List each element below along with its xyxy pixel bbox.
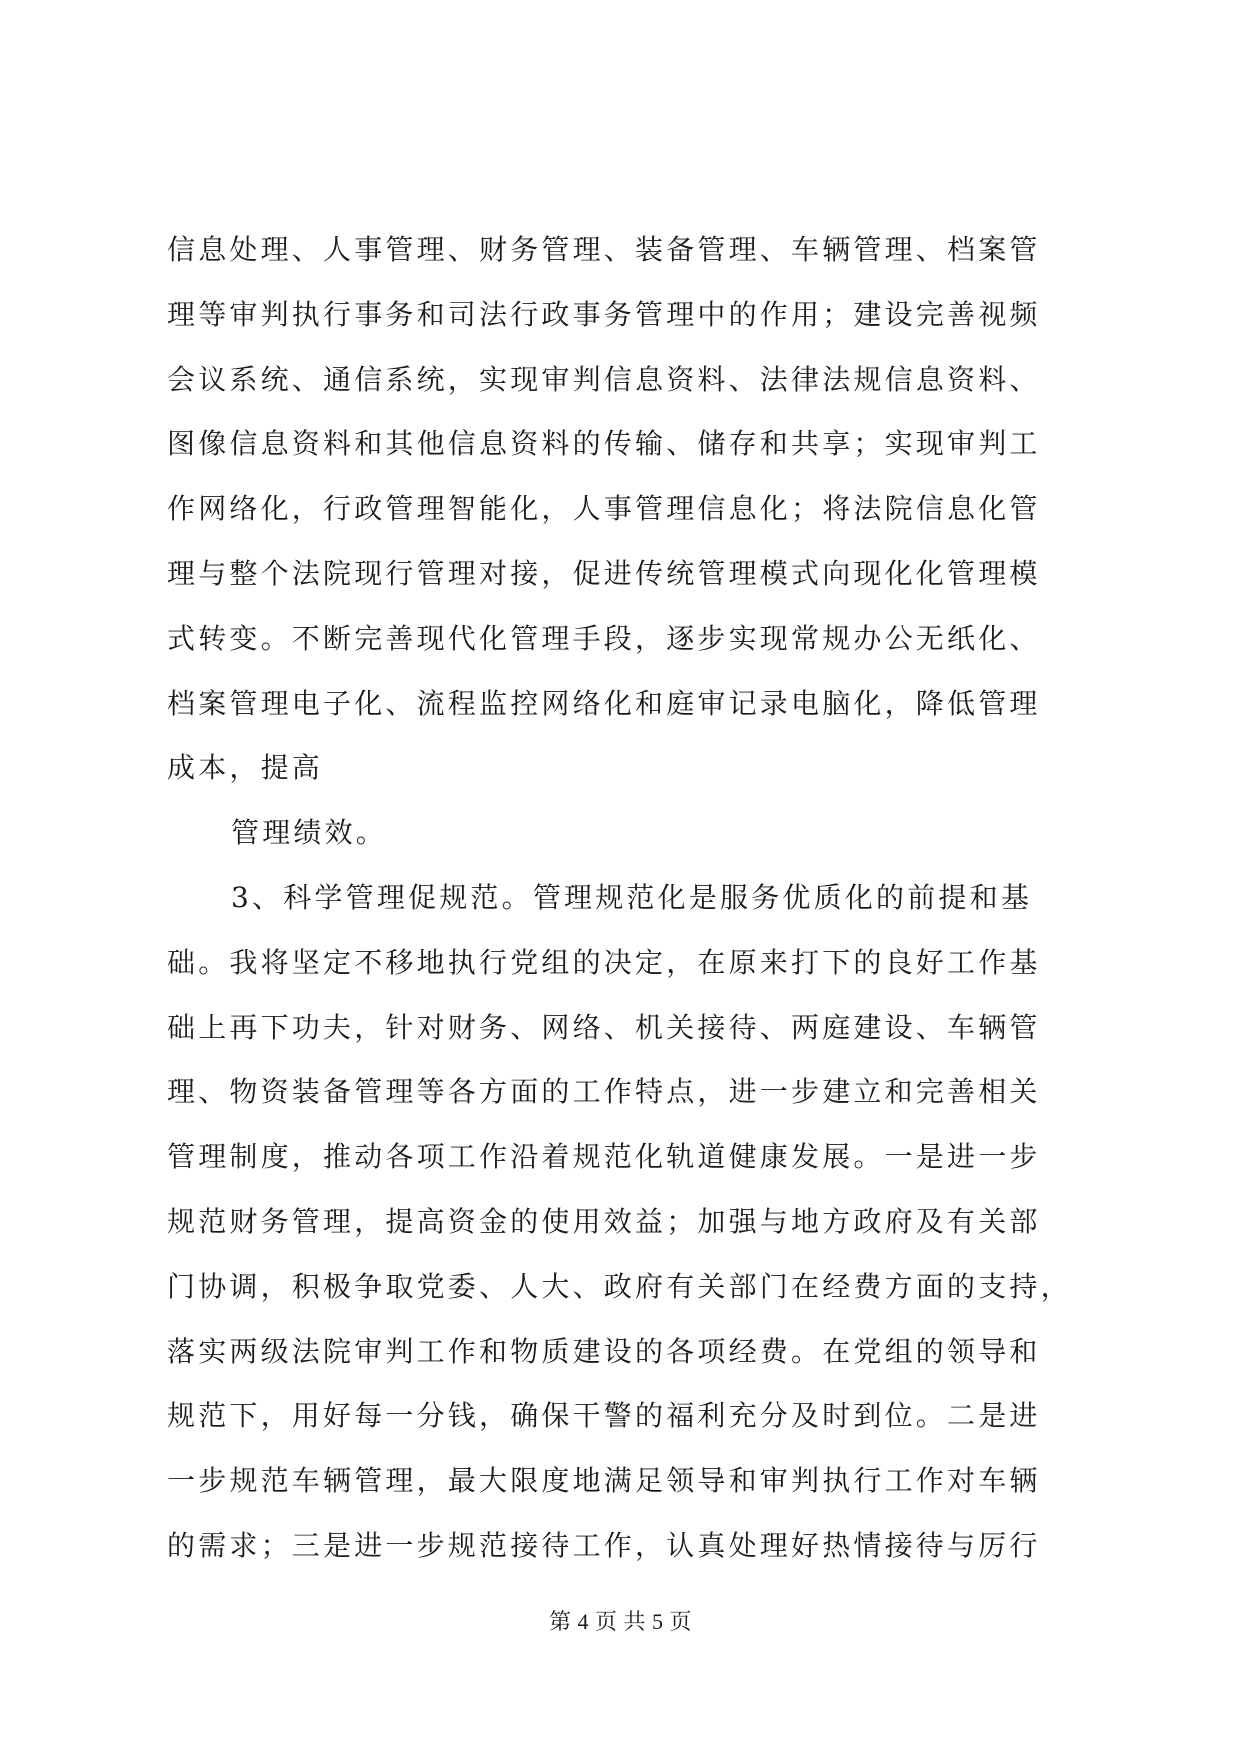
paragraph-start-line: 管理绩效。 [231,816,388,850]
body-line: 理等审判执行事务和司法行政事务管理中的作用；建设完善视频 [167,297,1041,331]
body-line: 档案管理电子化、流程监控网络化和庭审记录电脑化，降低管理 [167,686,1041,720]
body-line: 础上再下功夫，针对财务、网络、机关接待、两庭建设、车辆管 [167,1010,1041,1044]
body-line: 信息处理、人事管理、财务管理、装备管理、车辆管理、档案管 [167,233,1041,266]
body-line: 理与整个法院现行管理对接，促进传统管理模式向现化化管理模 [167,556,1041,590]
body-line: 图像信息资料和其他信息资料的传输、储存和共享；实现审判工 [167,427,1041,461]
body-line: 一步规范车辆管理，最大限度地满足领导和审判执行工作对车辆 [167,1464,1041,1498]
body-line: 础。我将坚定不移地执行党组的决定，在原来打下的良好工作基 [167,945,1041,979]
body-line: 门协调，积极争取党委、人大、政府有关部门在经费方面的支持， [167,1269,1072,1303]
body-line: 管理制度，推动各项工作沿着规范化轨道健康发展。一是进一步 [167,1140,1041,1174]
body-line: 规范财务管理，提高资金的使用效益；加强与地方政府及有关部 [167,1204,1041,1238]
body-line: 会议系统、通信系统，实现审判信息资料、法律法规信息资料、 [167,362,1041,396]
body-text [167,234,1077,1595]
body-line: 式转变。不断完善现代化管理手段，逐步实现常规办公无纸化、 [167,621,1041,655]
body-line: 成本，提高 [167,751,324,785]
body-line: 的需求；三是进一步规范接待工作，认真处理好热情接待与厉行 [167,1528,1041,1562]
page-number-footer: 第 4 页 共 5 页 [548,1609,692,1634]
paragraph-start-line: 3、科学管理促规范。管理规范化是服务优质化的前提和基 [231,880,1033,914]
body-line: 理、物资装备管理等各方面的工作特点，进一步建立和完善相关 [167,1075,1041,1109]
body-line: 作网络化，行政管理智能化，人事管理信息化；将法院信息化管 [167,492,1041,526]
body-line: 落实两级法院审判工作和物质建设的各项经费。在党组的领导和 [167,1334,1041,1368]
body-line: 规范下，用好每一分钱，确保干警的福利充分及时到位。二是进 [167,1399,1041,1433]
